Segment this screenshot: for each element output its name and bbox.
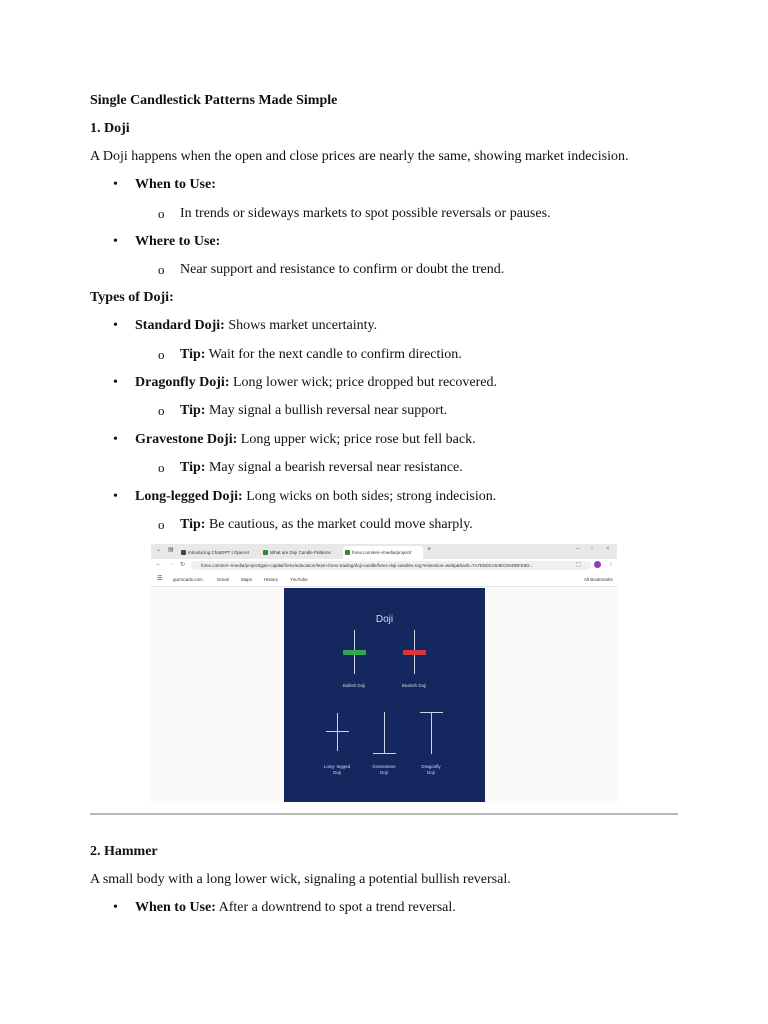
label-line: Dragonfly — [421, 764, 441, 769]
type-text: Long lower wick; price dropped but recovered. — [229, 375, 497, 390]
tip-label: Tip: — [180, 403, 206, 418]
embedded-browser-screenshot — [151, 544, 617, 803]
type-item-standard — [135, 317, 377, 335]
bookmark-item: YouTube — [290, 577, 308, 582]
gravestone-doji-wick — [384, 712, 385, 754]
bearish-doji-label: Bearish Doji — [401, 683, 427, 688]
back-icon: ← — [156, 561, 162, 567]
bookmark-item: Gmail — [217, 577, 229, 582]
profile-avatar — [594, 561, 601, 568]
tab-title: forex.com/en/~/media/project/ — [352, 550, 412, 555]
browser-address-bar — [151, 559, 617, 573]
sub-bullet-marker: o — [158, 517, 165, 532]
bullet-marker: • — [113, 489, 118, 504]
tip-text: Be cautious, as the market could move sharply. — [205, 517, 473, 532]
doji-image-title: Doji — [375, 614, 394, 625]
minimize-icon: – — [576, 546, 580, 552]
long-legged-doji-body — [326, 731, 349, 732]
apps-icon: ☰ — [157, 576, 163, 582]
type-text: Long wicks on both sides; strong indecision. — [242, 489, 497, 504]
reload-icon: ↻ — [180, 562, 186, 568]
tip-standard — [180, 346, 462, 364]
sub-bullet-marker: o — [158, 403, 165, 418]
type-item-dragonfly — [135, 374, 497, 392]
hammer-when-text: After a downtrend to spot a trend reversal. — [215, 900, 456, 915]
browser-tab — [261, 546, 341, 559]
bullet-marker: • — [113, 900, 118, 915]
all-bookmarks: All Bookmarks — [584, 577, 613, 582]
tip-text: May signal a bullish reversal near support. — [205, 403, 448, 418]
bullet-marker: • — [113, 375, 118, 390]
new-tab-icon: + — [427, 546, 432, 553]
bullet-marker: • — [113, 234, 118, 249]
tab-groups-icon: ▤ — [168, 547, 174, 553]
where-to-use-text: Near support and resistance to confirm or doubt the trend. — [180, 262, 505, 277]
hammer-when-label: When to Use: — [135, 900, 216, 915]
tip-text: Wait for the next candle to confirm direction. — [205, 347, 462, 362]
tip-label: Tip: — [180, 517, 206, 532]
menu-icon: ⋮ — [608, 562, 614, 568]
doji-image — [284, 588, 485, 802]
tab-title: What are Doji Candle Patterns — [270, 550, 331, 555]
hammer-intro: A small body with a long lower wick, signaling a potential bullish reversal. — [90, 872, 511, 887]
hammer-when-to-use — [135, 899, 456, 917]
type-label: Dragonfly Doji: — [135, 375, 230, 390]
bullish-doji-label: Bullish Doji — [342, 683, 366, 688]
when-to-use-text: In trends or sideways markets to spot possible reversals or pauses. — [180, 206, 551, 221]
browser-tab-active — [343, 546, 423, 559]
tab-search-icon: ⌄ — [156, 547, 162, 553]
browser-tab-bar — [151, 544, 617, 559]
bookmarks-bar — [151, 573, 617, 587]
type-label: Standard Doji: — [135, 318, 225, 333]
label-line: Gravestone — [372, 764, 396, 769]
tip-gravestone — [180, 459, 463, 477]
downloads-icon: ⬚ — [576, 562, 582, 568]
horizontal-rule — [90, 813, 678, 815]
bullish-doji-body — [343, 650, 366, 655]
types-of-doji-heading: Types of Doji: — [90, 290, 174, 305]
type-label: Long-legged Doji: — [135, 489, 243, 504]
tip-label: Tip: — [180, 347, 206, 362]
bookmark-item: Maps — [241, 577, 253, 582]
tab-title: Introducing ChatGPT | OpenAI — [188, 550, 250, 555]
sub-bullet-marker: o — [158, 206, 165, 221]
close-icon: × — [606, 546, 610, 552]
section-heading-hammer: 2. Hammer — [90, 844, 158, 859]
tab-favicon — [181, 550, 186, 555]
dragonfly-doji-body — [420, 712, 443, 713]
gravestone-doji-body — [373, 753, 396, 754]
label-line: Doji — [380, 770, 388, 775]
bullet-marker: • — [113, 432, 118, 447]
bookmark-item: History — [264, 577, 279, 582]
tab-favicon — [263, 550, 268, 555]
url-field: forex.com/en/~/media/project/gain-capital/forex/education/learn-forex-trading/doji-candle/forex-doji-candles.svg?extension=webp&hash=7A7E5DCA54ECE5DBFE6D... — [191, 561, 591, 570]
browser-tab — [179, 546, 259, 559]
document-title: Single Candlestick Patterns Made Simple — [90, 93, 338, 108]
tip-label: Tip: — [180, 460, 206, 475]
long-legged-doji-wick — [337, 713, 338, 751]
type-item-long-legged — [135, 488, 496, 506]
bullet-marker: • — [113, 318, 118, 333]
type-text: Shows market uncertainty. — [224, 318, 378, 333]
tab-favicon — [345, 550, 350, 555]
dragonfly-doji-wick — [431, 712, 432, 754]
where-to-use-label: Where to Use: — [135, 234, 221, 249]
tip-long-legged — [180, 516, 473, 534]
sub-bullet-marker: o — [158, 347, 165, 362]
label-line: Doji — [333, 770, 341, 775]
forward-icon: → — [168, 561, 174, 567]
tip-text: May signal a bearish reversal near resistance. — [205, 460, 463, 475]
sub-bullet-marker: o — [158, 460, 165, 475]
bearish-doji-body — [403, 650, 426, 655]
section-heading-doji: 1. Doji — [90, 121, 130, 136]
doji-intro: A Doji happens when the open and close prices are nearly the same, showing market indecision. — [90, 149, 629, 164]
type-text: Long upper wick; price rose but fell back. — [237, 432, 476, 447]
sub-bullet-marker: o — [158, 262, 165, 277]
label-line: Doji — [427, 770, 435, 775]
bookmark-item: gumroadx.com — [173, 577, 203, 582]
when-to-use-label: When to Use: — [135, 177, 216, 192]
label-line: Long- legged — [323, 764, 351, 769]
bullet-marker: • — [113, 177, 118, 192]
type-label: Gravestone Doji: — [135, 432, 238, 447]
dragonfly-doji-label — [401, 764, 461, 776]
tip-dragonfly — [180, 402, 447, 420]
type-item-gravestone — [135, 431, 476, 449]
maximize-icon: ▫ — [591, 546, 594, 552]
